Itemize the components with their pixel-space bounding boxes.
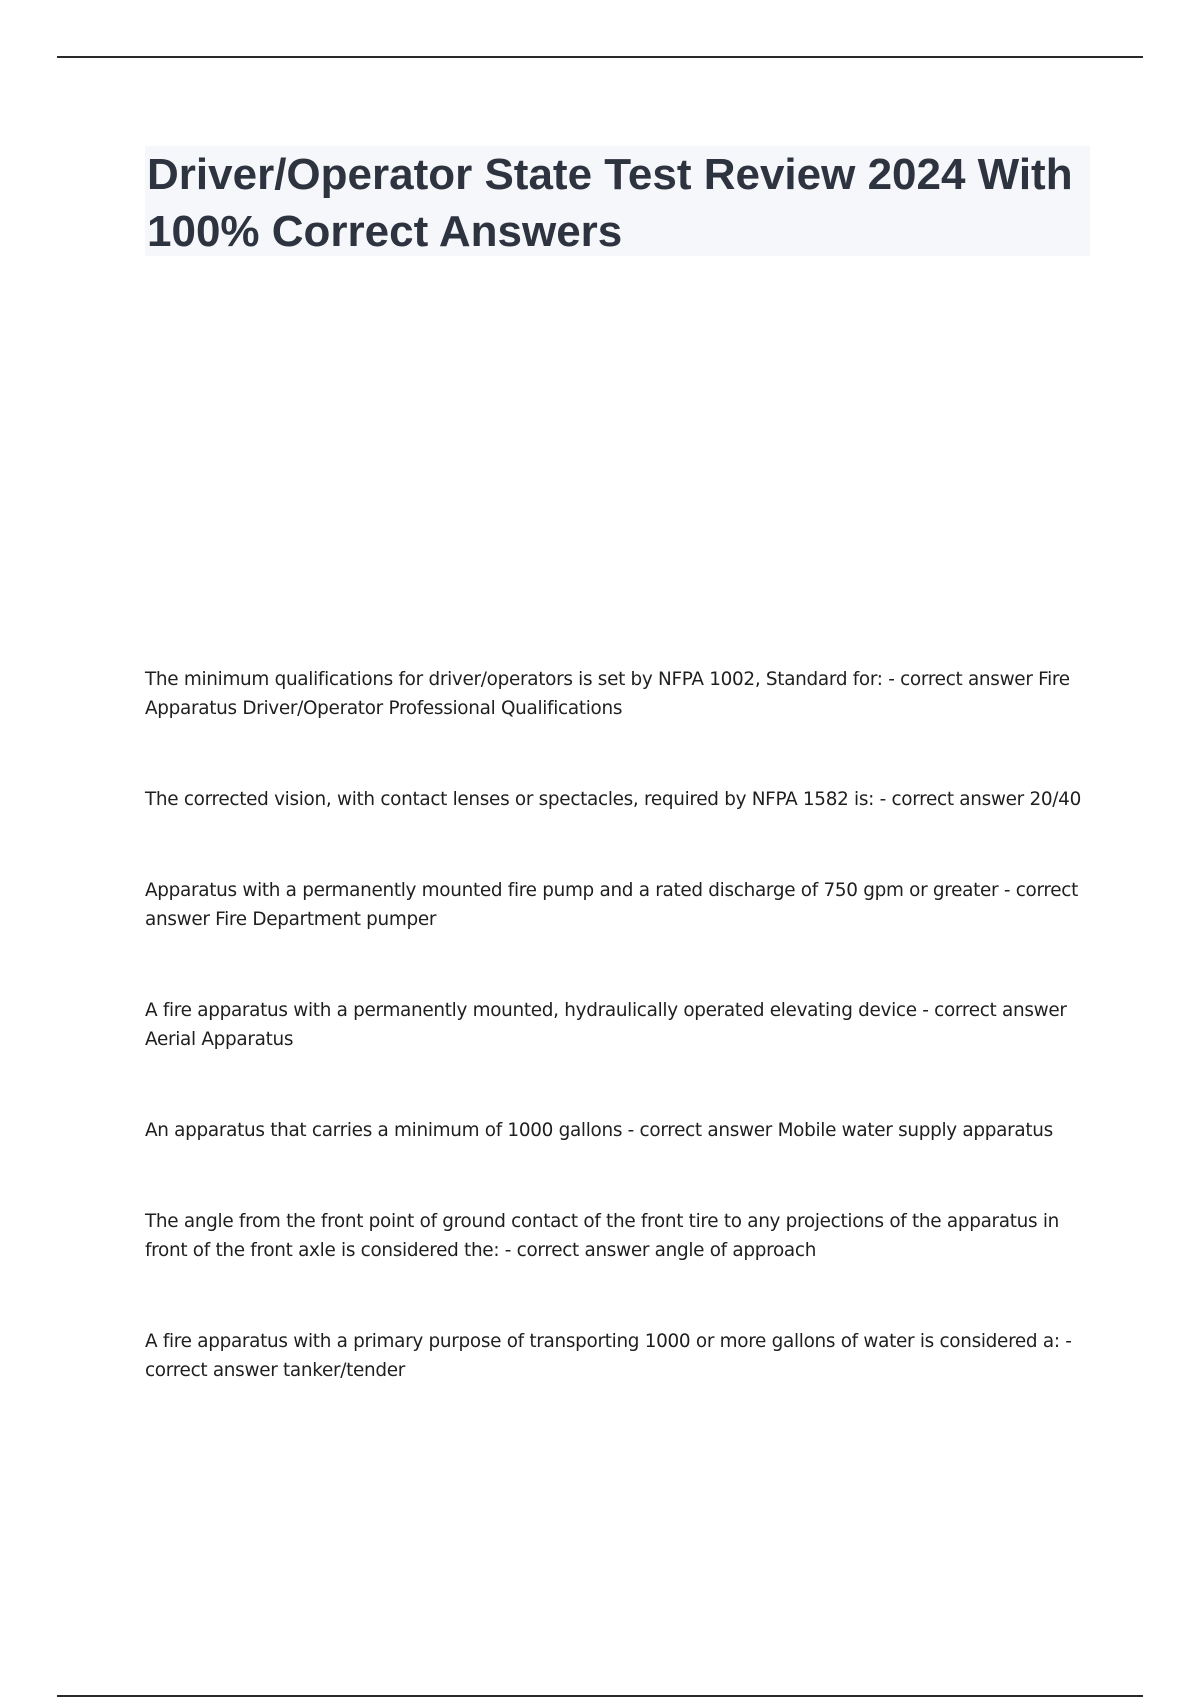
question-answer-list [145, 665, 1090, 1447]
qa-item-4: A fire apparatus with a permanently mounted, hydraulically operated elevating device - correct answer Aerial Apparatus [145, 1000, 1067, 1050]
title-banner [145, 146, 1090, 256]
bottom-divider [57, 1695, 1143, 1697]
qa-item-1: The minimum qualifications for driver/operators is set by NFPA 1002, Standard for: - correct answer Fire Apparatus Driver/Operator Professional Qualifications [145, 669, 1070, 719]
qa-item-3: Apparatus with a permanently mounted fire pump and a rated discharge of 750 gpm or greater - correct answer Fire Department pumper [145, 880, 1078, 930]
top-divider [57, 56, 1143, 58]
document-title: Driver/Operator State Test Review 2024 With 100% Correct Answers [147, 150, 1073, 256]
qa-item-5: An apparatus that carries a minimum of 1000 gallons - correct answer Mobile water supply apparatus [145, 1120, 1053, 1141]
qa-item-6: The angle from the front point of ground contact of the front tire to any projections of the apparatus in front of the front axle is considered the: - correct answer angle of approach [145, 1211, 1060, 1261]
qa-item-7: A fire apparatus with a primary purpose of transporting 1000 or more gallons of water is considered a: - correct answer tanker/tender [145, 1331, 1072, 1381]
qa-item-2: The corrected vision, with contact lenses or spectacles, required by NFPA 1582 is: - correct answer 20/40 [145, 789, 1081, 810]
